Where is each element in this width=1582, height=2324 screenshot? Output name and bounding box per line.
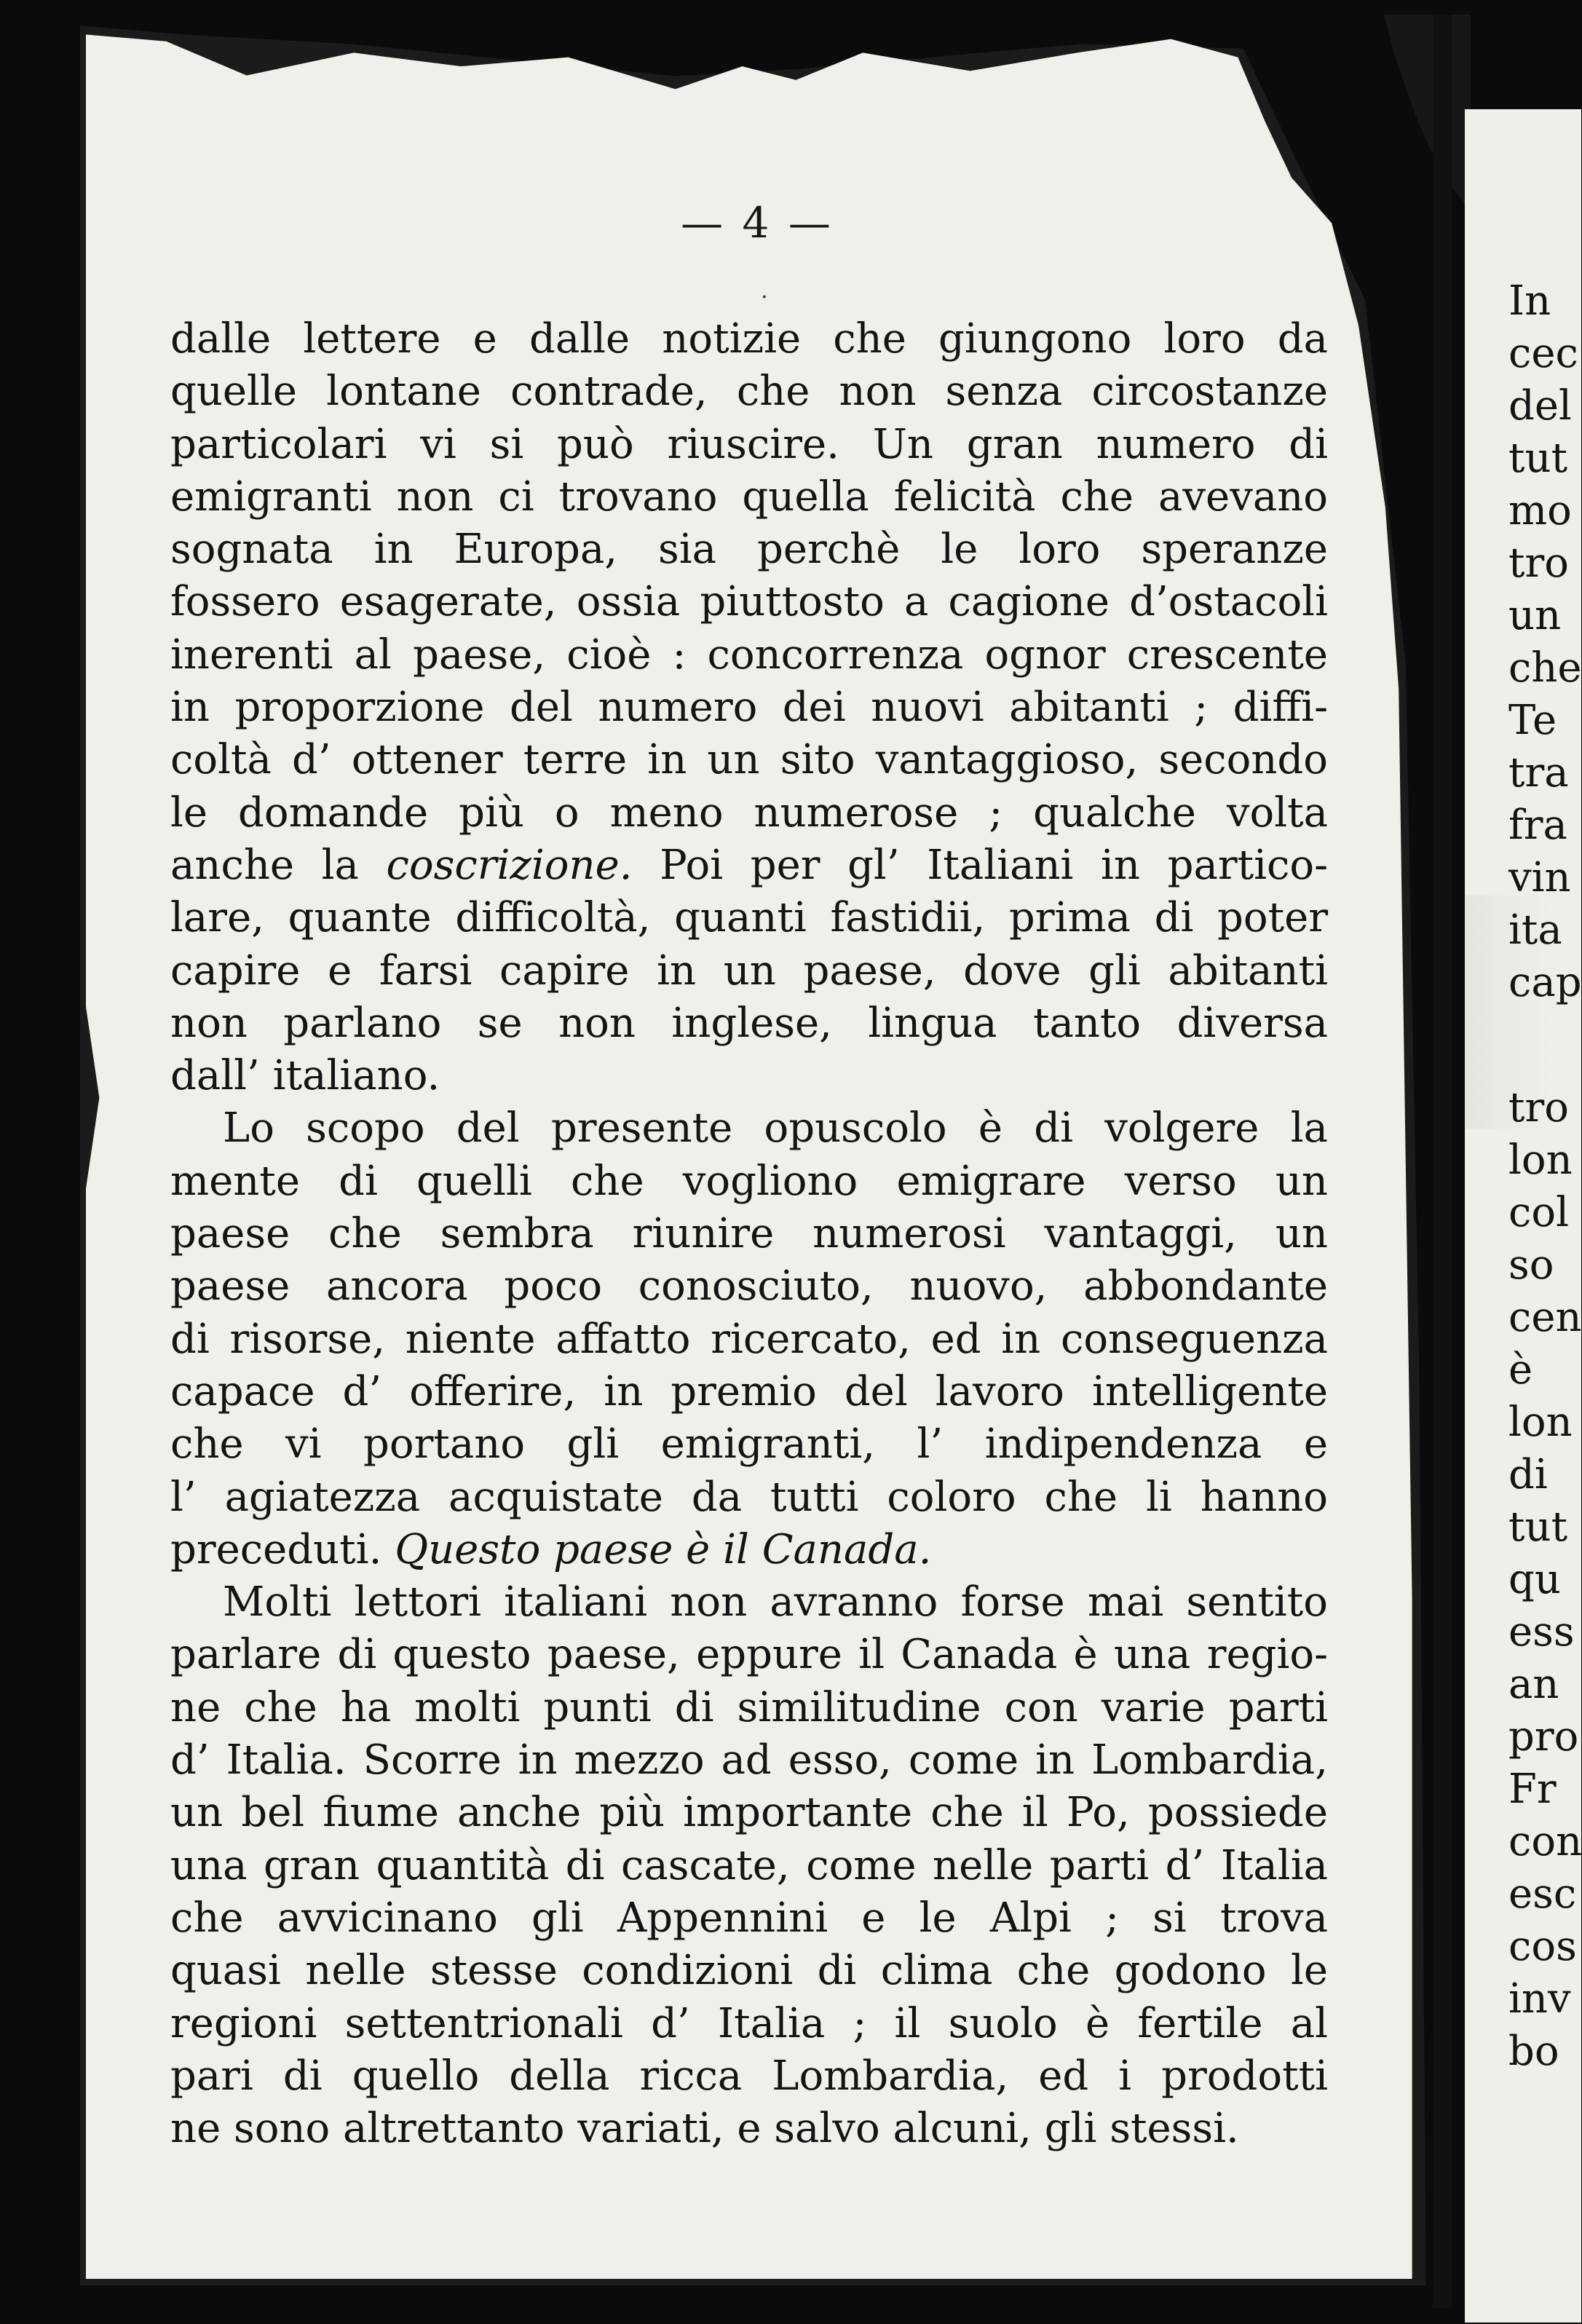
facing-page-fragment: an (1508, 1661, 1559, 1708)
facing-page-fragment: che (1508, 644, 1582, 692)
text-line: parlare di questo paese, eppure il Canada è una regio- (170, 1631, 1328, 1679)
text-line: ne sono altrettanto variati, e salvo alcuni, gli stessi. (170, 2105, 1239, 2153)
facing-page-fragment: ita (1508, 906, 1562, 954)
facing-page-fragment: di (1508, 1451, 1548, 1498)
facing-page-fragment: so (1508, 1241, 1554, 1289)
text-line: inerenti al paese, cioè : concorrenza ognor crescente (170, 631, 1328, 679)
ink-mark: . (761, 278, 768, 304)
text-line: d’ Italia. Scorre in mezzo ad esso, come in Lombardia, (170, 1736, 1328, 1784)
text-line: quelle lontane contrade, che non senza circostanze (170, 368, 1328, 416)
facing-page-fragment: tut (1508, 1503, 1568, 1551)
text-line: non parlano se non inglese, lingua tanto diversa (170, 999, 1328, 1047)
text-line: in proporzione del numero dei nuovi abitanti ; diffi- (170, 684, 1328, 732)
italic-text: coscrizione. (386, 841, 633, 889)
text-line: le domande più o meno numerose ; qualche volta (170, 788, 1328, 837)
facing-page-fragment: del (1508, 382, 1572, 430)
text-line: dall’ italiano. (170, 1052, 440, 1100)
facing-page-fragment: è (1508, 1346, 1533, 1394)
facing-page-fragment: cap (1508, 959, 1582, 1006)
text-line: un bel fiume anche più importante che il Po, possiede (170, 1789, 1328, 1837)
text-line: emigranti non ci trovano quella felicità che avevano (170, 473, 1328, 521)
facing-page-fragment: lon (1508, 1137, 1573, 1184)
body-text (170, 313, 1328, 2155)
facing-page-fragment: mo (1508, 487, 1572, 534)
text-line: pari di quello della ricca Lombardia, ed i prodotti (170, 2052, 1328, 2100)
facing-page-fragment: vin (1508, 854, 1571, 901)
facing-page-fragment: tro (1508, 540, 1569, 587)
book-gutter (1433, 15, 1452, 2308)
text-line: lare, quante difficoltà, quanti fastidii, prima di poter (170, 894, 1328, 942)
text-line: dalle lettere e dalle notizie che giungono loro da (170, 315, 1328, 363)
facing-page-fragment: pro (1508, 1713, 1579, 1760)
facing-page-fragment: inv (1508, 1975, 1571, 2023)
text-line: mente di quelli che vogliono emigrare verso un (170, 1157, 1328, 1205)
facing-page-fragment: tra (1508, 749, 1569, 797)
text-line: di risorse, niente affatto ricercato, ed in conseguenza (170, 1315, 1328, 1363)
text-line: capace d’ offerire, in premio del lavoro intelligente (170, 1367, 1328, 1415)
page-number: — 4 — (681, 198, 834, 248)
text-line: Molti lettori italiani non avranno forse mai sentito (223, 1578, 1328, 1627)
text-line: che avvicinano gli Appennini e le Alpi ; si trova (170, 1894, 1328, 1942)
text-line: paese ancora poco conosciuto, nuovo, abbondante (170, 1262, 1328, 1311)
text-line: quasi nelle stesse condizioni di clima che godono le (170, 1947, 1328, 1995)
text-line: anche la coscrizione. Poi per gl’ Italiani in partico- (170, 841, 1329, 889)
italic-text: Questo paese è il Canada. (395, 1525, 932, 1573)
text-line: capire e farsi capire in un paese, dove gli abitanti (170, 946, 1328, 995)
facing-page-text-block-1 (1508, 275, 1582, 1009)
paragraph (170, 1102, 1328, 1576)
facing-page-fragment: tro (1508, 1084, 1569, 1131)
facing-page-fragment: con (1508, 1818, 1582, 1865)
facing-page-text-block-2 (1508, 1082, 1582, 2078)
facing-page-fragment: cen (1508, 1294, 1582, 1341)
facing-page-fragment: Fr (1508, 1766, 1557, 1813)
facing-page-fragment: tut (1508, 435, 1568, 482)
paragraph (170, 1576, 1328, 2155)
text-line: sognata in Europa, sia perchè le loro speranze (170, 526, 1328, 574)
text-line: Lo scopo del presente opuscolo è di volgere la (223, 1104, 1328, 1153)
facing-page-fragment: cec (1508, 330, 1578, 377)
text-line: fossero esagerate, ossia piuttosto a cagione d’ostacoli (170, 578, 1328, 626)
facing-page-fragment: col (1508, 1189, 1569, 1236)
text-line: particolari vi si può riuscire. Un gran numero di (170, 420, 1328, 468)
text-line: regioni settentrionali d’ Italia ; il suolo è fertile al (170, 1999, 1328, 2047)
text-line: ne che ha molti punti di similitudine con varie parti (170, 1683, 1328, 1731)
facing-page-fragment: qu (1508, 1556, 1561, 1603)
facing-page-fragment: ess (1508, 1608, 1575, 1656)
text-line: coltà d’ ottener terre in un sito vantaggioso, secondo (170, 736, 1328, 784)
facing-page-fragment: lon (1508, 1399, 1573, 1446)
text-line: l’ agiatezza acquistate da tutti coloro che li hanno (170, 1473, 1328, 1521)
paragraph (170, 313, 1328, 1102)
facing-page-fragment: esc (1508, 1870, 1577, 1918)
facing-page-fragment: cos (1508, 1923, 1577, 1970)
text-line: una gran quantità di cascate, come nelle parti d’ Italia (170, 1841, 1328, 1889)
facing-page-fragment: In (1508, 277, 1551, 325)
gutter-tear (1369, 15, 1471, 211)
facing-page-fragment: bo (1508, 2028, 1559, 2075)
facing-page-fragment: fra (1508, 802, 1567, 849)
text-line: che vi portano gli emigranti, l’ indipendenza e (170, 1420, 1328, 1469)
text-line: paese che sembra riunire numerosi vantaggi, un (170, 1210, 1328, 1258)
facing-page-fragment: Te (1508, 697, 1557, 744)
facing-page-fragment: un (1508, 592, 1562, 639)
text-line: preceduti. Questo paese è il Canada. (170, 1525, 932, 1573)
